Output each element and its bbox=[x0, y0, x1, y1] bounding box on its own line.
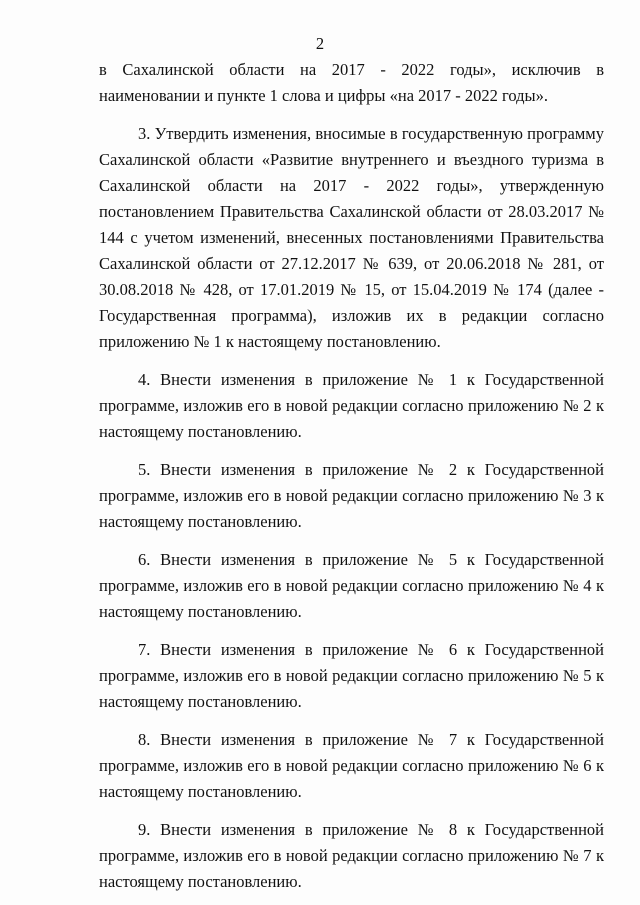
paragraph-item-6: 6. Внести изменения в приложение № 5 к Государственной программе, изложив его в новой редакции согласно приложению № 4 к настоящему постановлению. bbox=[99, 550, 604, 621]
paragraph-item-9: 9. Внести изменения в приложение № 8 к Государственной программе, изложив его в новой редакции согласно приложению № 7 к настоящему постановлению. bbox=[99, 820, 604, 891]
paragraph-continuation: в Сахалинской области на 2017 - 2022 годы», исключив в наименовании и пункте 1 слова и цифры «на 2017 - 2022 годы». bbox=[99, 60, 604, 105]
page-number: 2 bbox=[315, 34, 325, 53]
paragraph-item-3: 3. Утвердить изменения, вносимые в государственную программу Сахалинской области «Развитие внутреннего и въездного туризма в Сахалинской области на 2017 - 2022 годы», утвержденную постановлением Правительства Сахалинской области от 28.03.2017 № 144 с учетом изменений, внесенных постановлениями Правительства Сахалинской области от 27.12.2017 № 639, от 20.06.2018 № 281, от 30.08.2018 № 428, от 17.01.2019 № 15, от 15.04.2019 № 174 (далее - Государственная программа), изложив их в редакции согласно приложению № 1 к настоящему постановлению. bbox=[99, 124, 604, 351]
paragraph-item-7: 7. Внести изменения в приложение № 6 к Государственной программе, изложив его в новой редакции согласно приложению № 5 к настоящему постановлению. bbox=[99, 640, 604, 711]
document-body bbox=[99, 57, 604, 895]
paragraph-item-8: 8. Внести изменения в приложение № 7 к Государственной программе, изложив его в новой редакции согласно приложению № 6 к настоящему постановлению. bbox=[99, 730, 604, 801]
paragraph-item-5: 5. Внести изменения в приложение № 2 к Государственной программе, изложив его в новой редакции согласно приложению № 3 к настоящему постановлению. bbox=[99, 460, 604, 531]
paragraph-item-4: 4. Внести изменения в приложение № 1 к Государственной программе, изложив его в новой редакции согласно приложению № 2 к настоящему постановлению. bbox=[99, 370, 604, 441]
